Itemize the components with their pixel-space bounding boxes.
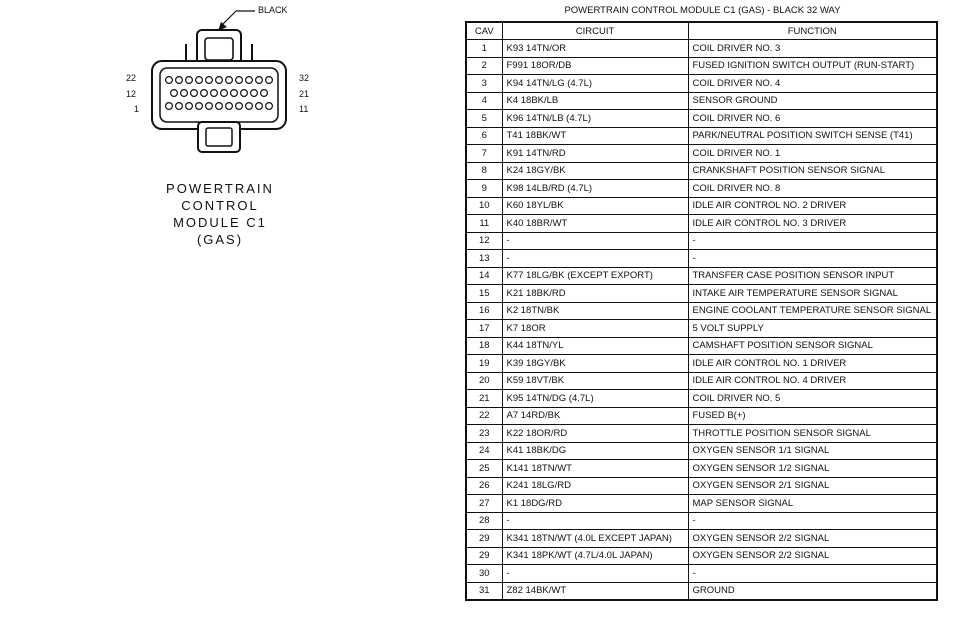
cav-cell: 8 — [466, 162, 502, 180]
function-cell: - — [688, 512, 937, 530]
connector-caption — [150, 180, 290, 248]
top-latch-inner — [205, 38, 233, 60]
function-cell: OXYGEN SENSOR 2/2 SIGNAL — [688, 530, 937, 548]
cav-cell: 6 — [466, 127, 502, 145]
circuit-cell: K40 18BR/WT — [502, 215, 688, 233]
cav-cell: 2 — [466, 57, 502, 75]
table-header-row — [466, 22, 937, 40]
circuit-cell: K7 18OR — [502, 320, 688, 338]
table-row — [466, 442, 937, 460]
circuit-cell: K91 14TN/RD — [502, 145, 688, 163]
table-row — [466, 372, 937, 390]
connector-diagram — [0, 0, 440, 630]
circuit-cell: K39 18GY/BK — [502, 355, 688, 373]
cav-cell: 25 — [466, 460, 502, 478]
function-cell: COIL DRIVER NO. 6 — [688, 110, 937, 128]
function-cell: SENSOR GROUND — [688, 92, 937, 110]
circuit-cell: K341 18PK/WT (4.7L/4.0L JAPAN) — [502, 547, 688, 565]
circuit-cell: K59 18VT/BK — [502, 372, 688, 390]
circuit-cell: K60 18YL/BK — [502, 197, 688, 215]
table-row — [466, 582, 937, 600]
function-cell: OXYGEN SENSOR 2/2 SIGNAL — [688, 547, 937, 565]
connector-drawing — [0, 0, 440, 300]
table-row — [466, 215, 937, 233]
header-circuit: CIRCUIT — [502, 22, 688, 40]
circuit-cell: A7 14RD/BK — [502, 407, 688, 425]
circuit-cell: K44 18TN/YL — [502, 337, 688, 355]
cav-cell: 27 — [466, 495, 502, 513]
table-row — [466, 145, 937, 163]
header-cav: CAV — [466, 22, 502, 40]
function-cell: COIL DRIVER NO. 3 — [688, 40, 937, 58]
cav-cell: 14 — [466, 267, 502, 285]
pin-number-12: 12 — [126, 89, 137, 99]
table-row — [466, 530, 937, 548]
table-row — [466, 75, 937, 93]
table-row — [466, 565, 937, 583]
cav-cell: 26 — [466, 477, 502, 495]
header-function: FUNCTION — [688, 22, 937, 40]
table-row — [466, 162, 937, 180]
table-row — [466, 110, 937, 128]
function-cell: OXYGEN SENSOR 1/1 SIGNAL — [688, 442, 937, 460]
function-cell: ENGINE COOLANT TEMPERATURE SENSOR SIGNAL — [688, 302, 937, 320]
function-cell: CRANKSHAFT POSITION SENSOR SIGNAL — [688, 162, 937, 180]
circuit-cell: K95 14TN/DG (4.7L) — [502, 390, 688, 408]
table-row — [466, 460, 937, 478]
caption-line: MODULE C1 — [173, 215, 267, 230]
function-cell: COIL DRIVER NO. 1 — [688, 145, 937, 163]
function-cell: - — [688, 250, 937, 268]
cav-cell: 11 — [466, 215, 502, 233]
caption-line: CONTROL — [181, 198, 259, 213]
function-cell: CAMSHAFT POSITION SENSOR SIGNAL — [688, 337, 937, 355]
circuit-cell: K41 18BK/DG — [502, 442, 688, 460]
function-cell: OXYGEN SENSOR 1/2 SIGNAL — [688, 460, 937, 478]
circuit-cell: K24 18GY/BK — [502, 162, 688, 180]
pinout-table — [465, 21, 938, 601]
circuit-cell: K94 14TN/LG (4.7L) — [502, 75, 688, 93]
table-row — [466, 267, 937, 285]
table-row — [466, 355, 937, 373]
connector-housing — [152, 61, 286, 129]
cav-cell: 17 — [466, 320, 502, 338]
cav-cell: 18 — [466, 337, 502, 355]
cav-cell: 1 — [466, 40, 502, 58]
cav-cell: 22 — [466, 407, 502, 425]
pin-number-22: 22 — [126, 73, 137, 83]
table-row — [466, 407, 937, 425]
table-title: POWERTRAIN CONTROL MODULE C1 (GAS) - BLACK 32 WAY — [564, 5, 841, 16]
table-row — [466, 302, 937, 320]
bottom-latch — [198, 122, 240, 152]
circuit-cell: - — [502, 232, 688, 250]
circuit-cell: K4 18BK/LB — [502, 92, 688, 110]
circuit-cell: K77 18LG/BK (EXCEPT EXPORT) — [502, 267, 688, 285]
circuit-cell: K98 14LB/RD (4.7L) — [502, 180, 688, 198]
table-row — [466, 512, 937, 530]
circuit-cell: K96 14TN/LB (4.7L) — [502, 110, 688, 128]
function-cell: IDLE AIR CONTROL NO. 1 DRIVER — [688, 355, 937, 373]
connector-color-callout: BLACK — [258, 5, 288, 15]
circuit-cell: - — [502, 512, 688, 530]
circuit-cell: T41 18BK/WT — [502, 127, 688, 145]
table-row — [466, 92, 937, 110]
table-row — [466, 547, 937, 565]
function-cell: PARK/NEUTRAL POSITION SWITCH SENSE (T41) — [688, 127, 937, 145]
function-cell: IDLE AIR CONTROL NO. 4 DRIVER — [688, 372, 937, 390]
cav-cell: 23 — [466, 425, 502, 443]
table-body — [466, 40, 937, 600]
table-row — [466, 180, 937, 198]
table-row — [466, 197, 937, 215]
caption-line: POWERTRAIN — [166, 181, 274, 196]
circuit-cell: - — [502, 250, 688, 268]
cav-cell: 28 — [466, 512, 502, 530]
table-row — [466, 477, 937, 495]
cav-cell: 29 — [466, 547, 502, 565]
function-cell: TRANSFER CASE POSITION SENSOR INPUT — [688, 267, 937, 285]
cav-cell: 24 — [466, 442, 502, 460]
cav-cell: 21 — [466, 390, 502, 408]
table-row — [466, 250, 937, 268]
cav-cell: 15 — [466, 285, 502, 303]
function-cell: FUSED IGNITION SWITCH OUTPUT (RUN-START) — [688, 57, 937, 75]
function-cell: COIL DRIVER NO. 5 — [688, 390, 937, 408]
function-cell: GROUND — [688, 582, 937, 600]
circuit-cell: K93 14TN/OR — [502, 40, 688, 58]
cav-cell: 4 — [466, 92, 502, 110]
cav-cell: 12 — [466, 232, 502, 250]
table-row — [466, 495, 937, 513]
cav-cell: 16 — [466, 302, 502, 320]
cav-cell: 29 — [466, 530, 502, 548]
function-cell: IDLE AIR CONTROL NO. 3 DRIVER — [688, 215, 937, 233]
cav-cell: 7 — [466, 145, 502, 163]
function-cell: IDLE AIR CONTROL NO. 2 DRIVER — [688, 197, 937, 215]
cav-cell: 20 — [466, 372, 502, 390]
table-row — [466, 127, 937, 145]
table-row — [466, 232, 937, 250]
circuit-cell: K22 18OR/RD — [502, 425, 688, 443]
function-cell: 5 VOLT SUPPLY — [688, 320, 937, 338]
table-row — [466, 390, 937, 408]
cav-cell: 30 — [466, 565, 502, 583]
pin-number-21: 21 — [299, 89, 310, 99]
table-row — [466, 285, 937, 303]
caption-line: (GAS) — [196, 232, 244, 247]
cav-cell: 3 — [466, 75, 502, 93]
table-row — [466, 57, 937, 75]
circuit-cell: K341 18TN/WT (4.0L EXCEPT JAPAN) — [502, 530, 688, 548]
circuit-cell: K1 18DG/RD — [502, 495, 688, 513]
pin-number-11: 11 — [299, 104, 309, 114]
pin-number-1: 1 — [134, 104, 140, 114]
function-cell: - — [688, 565, 937, 583]
function-cell: THROTTLE POSITION SENSOR SIGNAL — [688, 425, 937, 443]
cav-cell: 19 — [466, 355, 502, 373]
function-cell: COIL DRIVER NO. 8 — [688, 180, 937, 198]
circuit-cell: K241 18LG/RD — [502, 477, 688, 495]
circuit-cell: Z82 14BK/WT — [502, 582, 688, 600]
circuit-cell: K141 18TN/WT — [502, 460, 688, 478]
circuit-cell: - — [502, 565, 688, 583]
table-row — [466, 425, 937, 443]
circuit-cell: K2 18TN/BK — [502, 302, 688, 320]
circuit-cell: K21 18BK/RD — [502, 285, 688, 303]
circuit-cell: F991 18OR/DB — [502, 57, 688, 75]
table-row — [466, 337, 937, 355]
function-cell: INTAKE AIR TEMPERATURE SENSOR SIGNAL — [688, 285, 937, 303]
table-row — [466, 40, 937, 58]
cav-cell: 5 — [466, 110, 502, 128]
function-cell: - — [688, 232, 937, 250]
cav-cell: 13 — [466, 250, 502, 268]
cav-cell: 31 — [466, 582, 502, 600]
cav-cell: 9 — [466, 180, 502, 198]
pin-number-32: 32 — [299, 73, 310, 83]
function-cell: FUSED B(+) — [688, 407, 937, 425]
table-row — [466, 320, 937, 338]
function-cell: MAP SENSOR SIGNAL — [688, 495, 937, 513]
function-cell: COIL DRIVER NO. 4 — [688, 75, 937, 93]
function-cell: OXYGEN SENSOR 2/1 SIGNAL — [688, 477, 937, 495]
cav-cell: 10 — [466, 197, 502, 215]
